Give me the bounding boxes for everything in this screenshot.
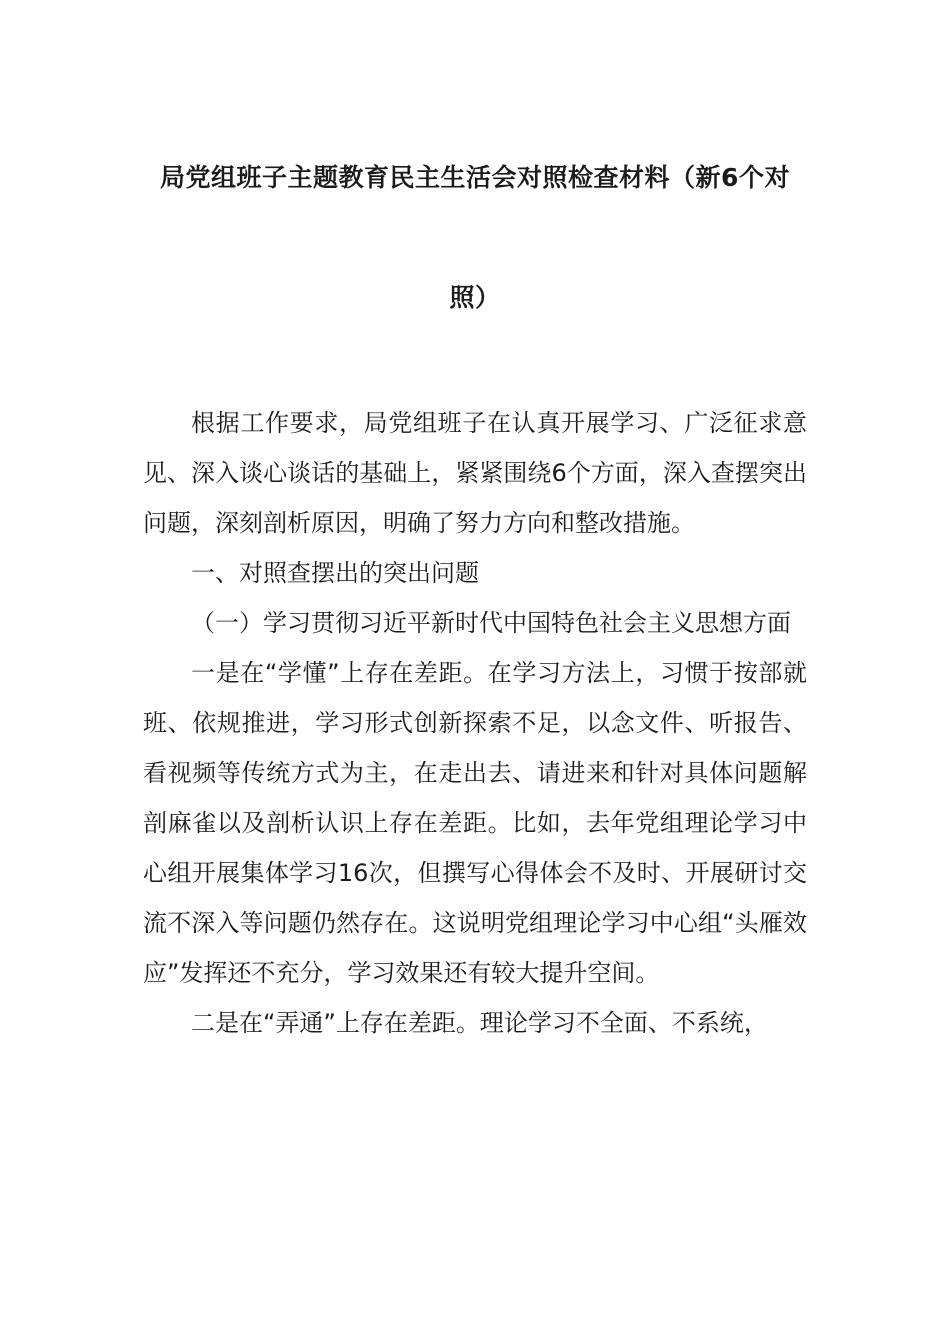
- subsection-heading-1: （一）学习贯彻习近平新时代中国特色社会主义思想方面: [191, 609, 791, 637]
- section-heading-1: 一、对照查摆出的突出问题: [191, 559, 479, 587]
- paragraph-point-2: 二是在“弄通”上存在差距。理论学习不全面、不系统，: [191, 1009, 768, 1037]
- document-title-line-1: 局党组班子主题教育民主生活会对照检查材料（新6个对: [160, 163, 790, 192]
- paragraph-point-1: 一是在“学懂”上存在差距。在学习方法上，习惯于按部就班、依规推进，学习形式创新探索不足，以念文件、听报告、看视频等传统方式为主，在走出去、请进来和针对具体问题解剖麻雀以及剖析认识上存在差距。比如，去年党组理论学习中心组开展集体学习16次，但撰写心得体会不及时、开展研讨交流不深入等问题仍然存在。这说明党组理论学习中心组“头雁效应”发挥还不充分，学习效果还有较大提升空间。: [143, 659, 807, 987]
- document-title-line-2: 照）: [449, 283, 501, 312]
- paragraph-intro: 根据工作要求，局党组班子在认真开展学习、广泛征求意见、深入谈心谈话的基础上，紧紧围绕6个方面，深入查摆突出问题，深刻剖析原因，明确了努力方向和整改措施。: [143, 409, 807, 537]
- document-body: [143, 398, 807, 1048]
